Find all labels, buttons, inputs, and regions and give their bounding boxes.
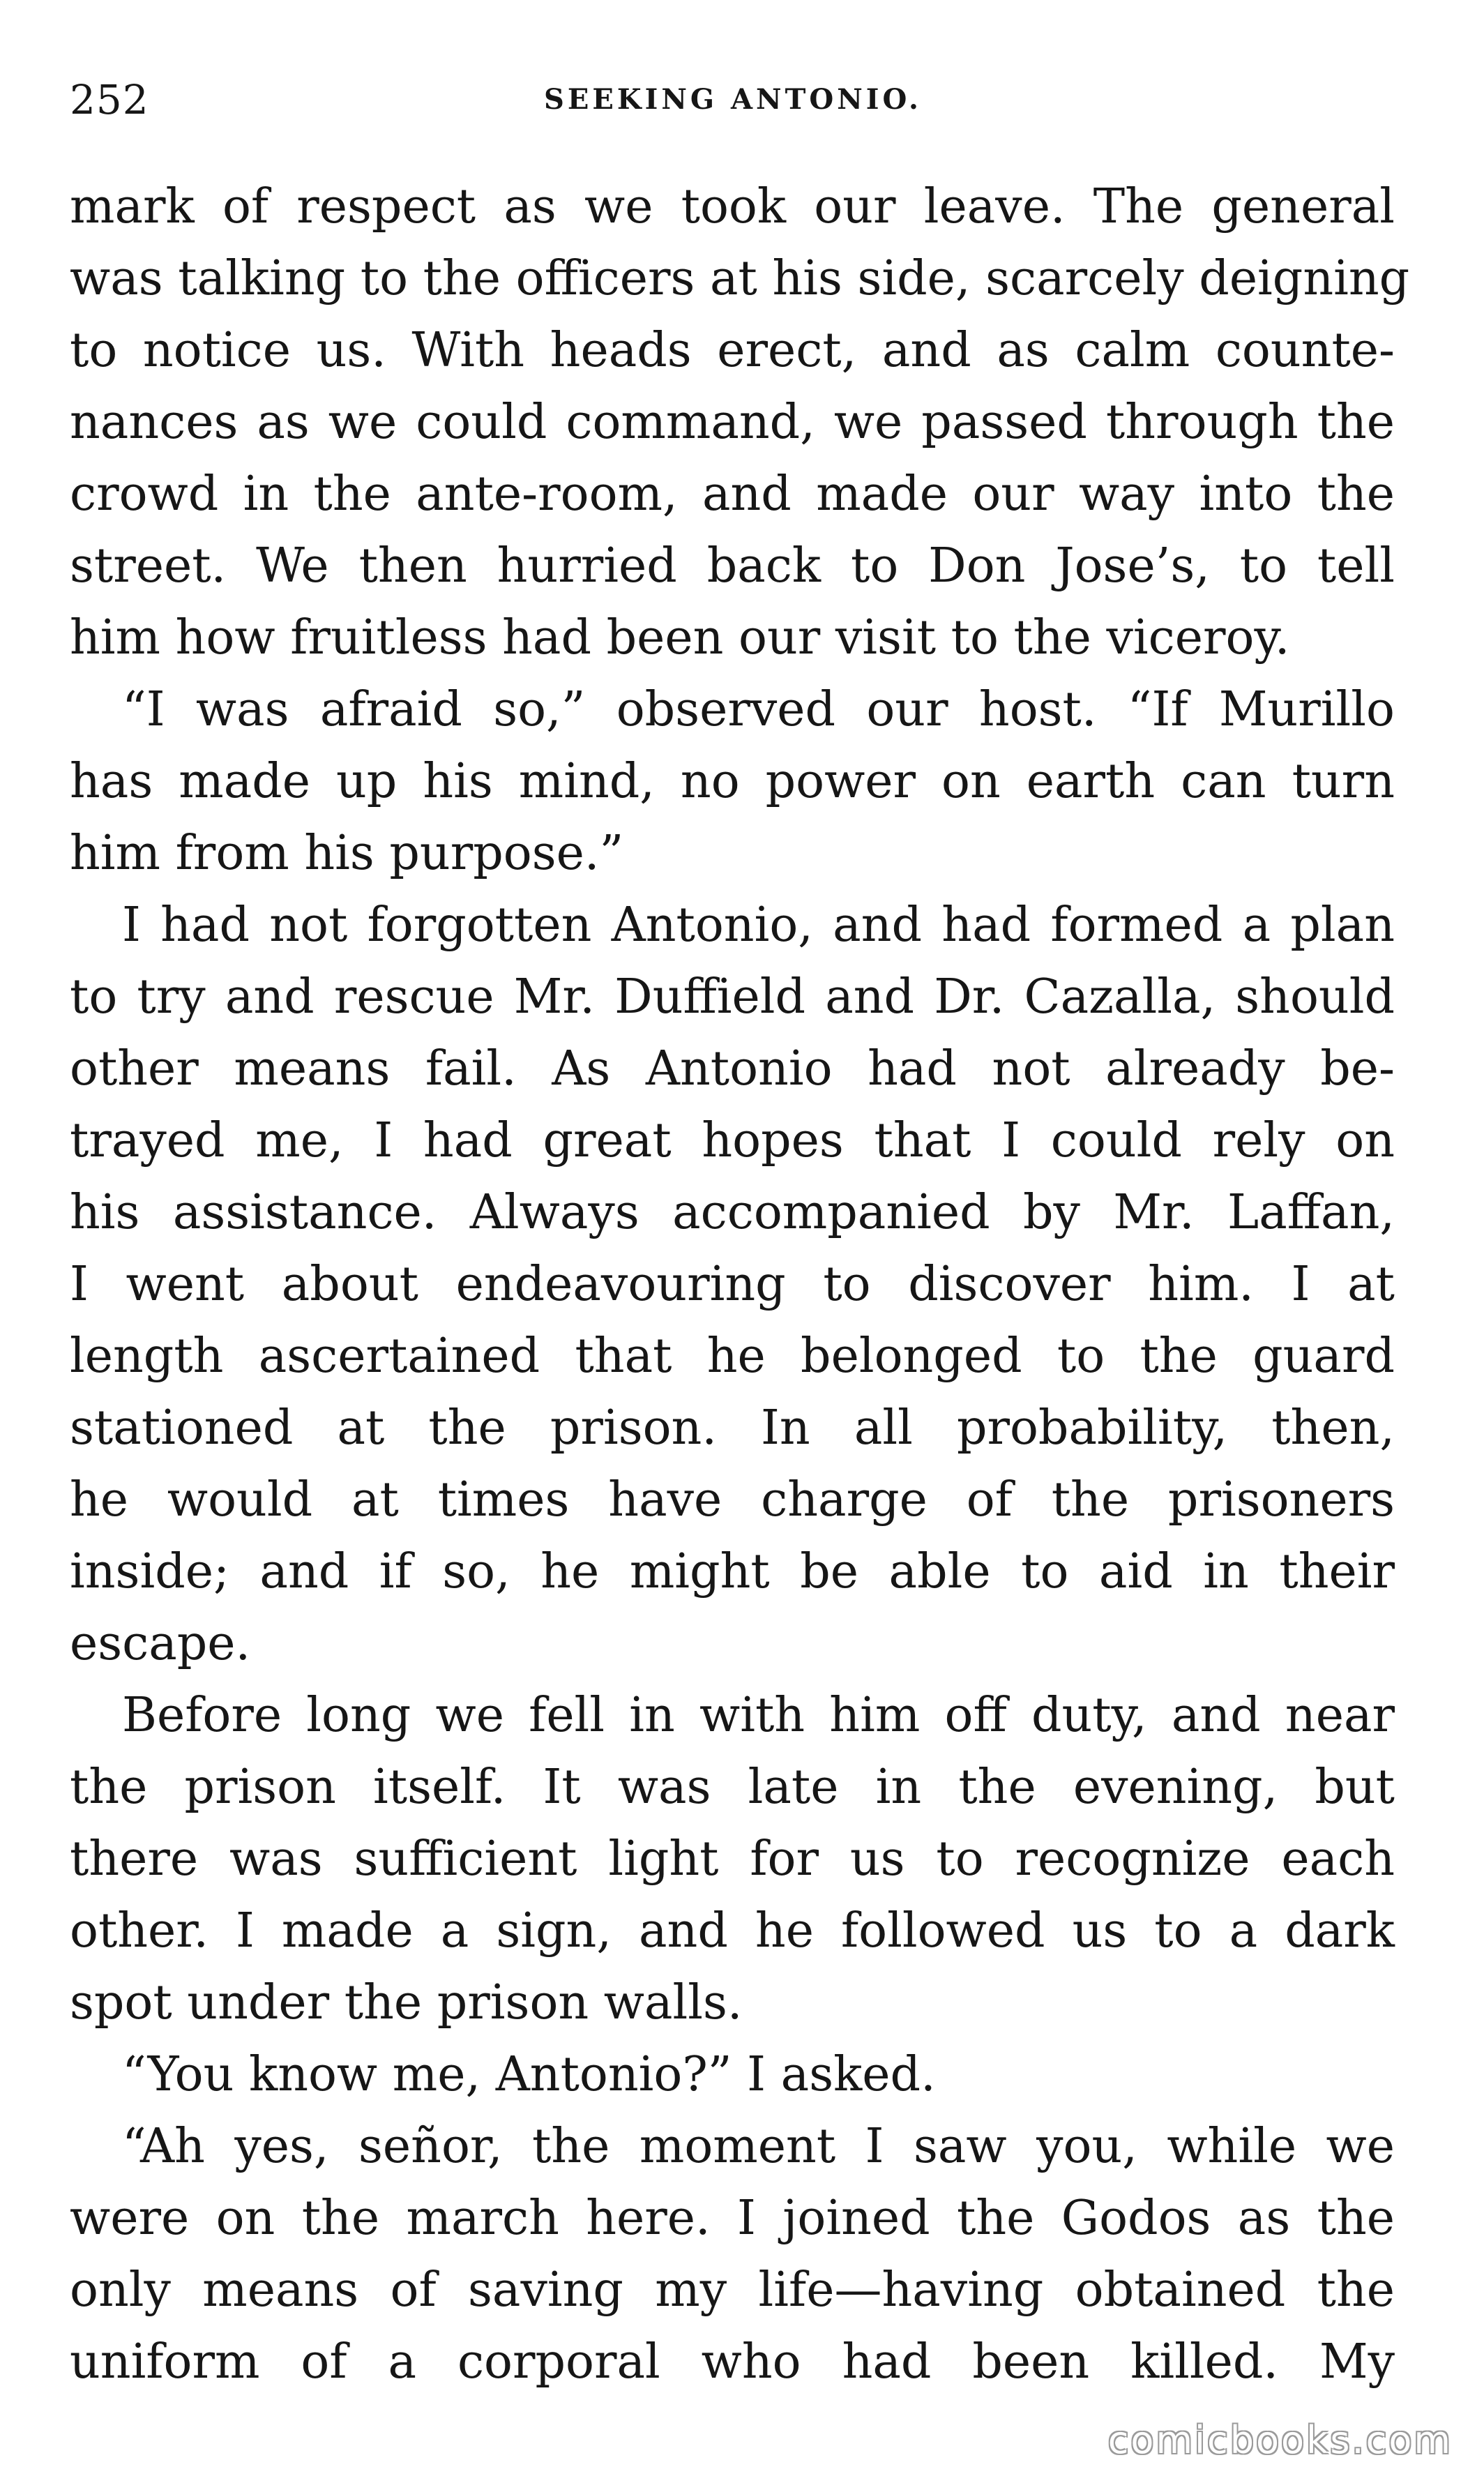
text-line: nances as we could command, we passed through the [70,395,1395,450]
text-line: were on the march here. I joined the Godos as the [70,2191,1395,2246]
text-line: length ascertained that he belonged to the guard [70,1329,1395,1384]
text-line: to try and rescue Mr. Duffield and Dr. Cazalla, should [70,969,1395,1025]
text-line: escape. [70,1616,251,1671]
text-line: “Ah yes, señor, the moment I saw you, while we [122,2119,1395,2174]
text-line: uniform of a corporal who had been killed. My [70,2334,1395,2390]
text-line: inside; and if so, he might be able to aid in their [70,1544,1395,1599]
text-line: the prison itself. It was late in the evening, but [70,1760,1395,1815]
text-line: stationed at the prison. In all probability, then, [70,1401,1395,1456]
text-line: crowd in the ante-room, and made our way into the [70,467,1395,522]
text-line: other means fail. As Antonio had not already be- [70,1041,1395,1096]
text-line: Before long we fell in with him off duty, and near [122,1688,1395,1743]
text-line: street. We then hurried back to Don Jose’s, to tell [70,538,1395,594]
watermark: comicbooks.com [1107,2418,1453,2462]
text-line: has made up his mind, no power on earth can turn [70,754,1395,809]
body-text [70,171,1410,2398]
text-line: trayed me, I had great hopes that I could rely on [70,1113,1395,1168]
text-line: there was sufficient light for us to recognize each [70,1832,1395,1887]
running-title: SEEKING ANTONIO. [544,83,922,116]
text-line: to notice us. With heads erect, and as calm counte- [70,323,1395,378]
text-line: him from his purpose.” [70,826,624,881]
text-line: him how fruitless had been our visit to the viceroy. [70,610,1290,665]
text-line: “I was afraid so,” observed our host. “If Murillo [122,682,1395,737]
text-line: his assistance. Always accompanied by Mr. Laffan, [70,1185,1395,1240]
page-header [70,68,1395,131]
text-line: he would at times have charge of the prisoners [70,1472,1395,1527]
page-number: 252 [70,76,149,123]
text-line: “You know me, Antonio?” I asked. [122,2047,936,2102]
text-line: was talking to the officers at his side, scarcely deigning [70,251,1410,306]
text-line: I went about endeavouring to discover him. I at [70,1257,1395,1312]
text-line: I had not forgotten Antonio, and had formed a plan [122,898,1395,953]
text-line: mark of respect as we took our leave. The general [70,179,1395,234]
text-line: other. I made a sign, and he followed us to a dark [70,1903,1395,1959]
text-line: spot under the prison walls. [70,1975,743,2030]
text-line: only means of saving my life—having obtained the [70,2263,1395,2318]
